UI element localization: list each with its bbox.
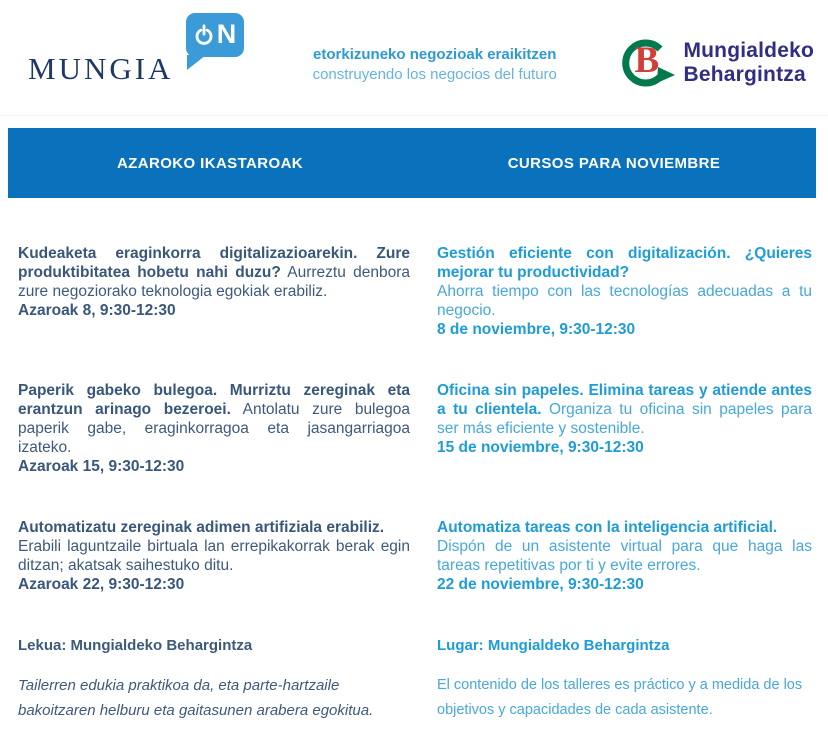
mungia-on-logo bbox=[28, 11, 278, 111]
on-bubble-letter: N bbox=[216, 19, 237, 49]
footer-location-basque: Lekua: Mungialdeko Behargintza bbox=[18, 637, 253, 654]
power-icon bbox=[194, 24, 214, 46]
course-eu-1-desc: Aurreztu denbora zure negoziorako teknologia egokiak erabiliz. bbox=[18, 264, 410, 300]
tagline-spanish: construyendo los negocios del futuro bbox=[312, 65, 557, 83]
course-es-3 bbox=[437, 518, 812, 594]
course-eu-3-body: Erabili laguntzaile birtuala lan errepikakorrak berak egin ditzan; akatsak saihestuko ditu. bbox=[18, 538, 410, 574]
course-es-1-text bbox=[437, 244, 812, 282]
header bbox=[0, 0, 828, 116]
course-es-3-date: 22 de noviembre, 9:30-12:30 bbox=[437, 576, 644, 593]
behargintza-name bbox=[683, 39, 814, 87]
footer-spanish bbox=[437, 636, 812, 723]
footer-location-spanish: Lugar: Mungialdeko Behargintza bbox=[437, 637, 670, 654]
course-es-1-title: Gestión eficiente con digitalización. ¿Quieres mejorar tu productividad? bbox=[437, 245, 812, 281]
behargintza-name-line1: Mungialdeko bbox=[683, 38, 814, 62]
banner-title-basque: AZAROKO IKASTAROAK bbox=[116, 154, 304, 172]
course-es-3-title: Automatiza tareas con la inteligencia artificial. bbox=[437, 519, 778, 536]
course-eu-3-text bbox=[18, 518, 410, 537]
course-eu-2-date: Azaroak 15, 9:30-12:30 bbox=[18, 458, 185, 475]
footer-note-basque: Tailerren edukia praktikoa da, eta parte-hartzaile bakoitzaren helburu eta gaitasunen arabera egokitua. bbox=[18, 677, 374, 719]
course-es-1-date: 8 de noviembre, 9:30-12:30 bbox=[437, 321, 636, 338]
course-eu-3 bbox=[18, 518, 410, 594]
course-es-2-date: 15 de noviembre, 9:30-12:30 bbox=[437, 439, 644, 456]
behargintza-name-line2: Behargintza bbox=[683, 62, 806, 86]
course-eu-1-date: Azaroak 8, 9:30-12:30 bbox=[18, 302, 176, 319]
course-es-2-title: Oficina sin papeles. Elimina tareas y atiende antes a tu clientela. bbox=[437, 382, 812, 418]
mungia-wordmark: mungia bbox=[28, 39, 174, 89]
on-speech-bubble bbox=[186, 13, 244, 57]
course-eu-3-title: Automatizatu zereginak adimen artifiziala erabiliz. bbox=[18, 519, 385, 536]
courses-grid bbox=[0, 198, 828, 723]
course-es-3-body: Dispón de un asistente virtual para que haga las tareas repetitivas por ti y evite errores. bbox=[437, 538, 812, 574]
behargintza-arrow-mark bbox=[617, 34, 675, 92]
course-es-2 bbox=[437, 381, 812, 476]
course-es-2-desc: Organiza tu oficina sin papeles para ser más eficiente y sostenible. bbox=[437, 401, 812, 437]
course-es-2-text bbox=[437, 381, 812, 438]
course-eu-1-title: Kudeaketa eraginkorra digitalizazioarekin. Zure produktibitatea hobetu nahi duzu? bbox=[18, 245, 410, 281]
course-eu-2-desc: Antolatu zure bulegoa paperik gabe, eraginkorragoa eta jasangarriagoa izateko. bbox=[18, 401, 410, 456]
footer-note-spanish: El contenido de los talleres es práctico y a medida de los objetivos y capacidades de cada asistente. bbox=[437, 677, 803, 718]
tagline-basque: etorkizuneko negozioak eraikitzen bbox=[313, 45, 557, 63]
behargintza-logo bbox=[617, 34, 814, 92]
banner-title-spanish: CURSOS PARA NOVIEMBRE bbox=[507, 154, 721, 172]
tagline bbox=[278, 45, 617, 85]
behargintza-monogram: B bbox=[634, 39, 660, 81]
course-es-1-body: Ahorra tiempo con las tecnologías adecuadas a tu negocio. bbox=[437, 283, 812, 319]
course-es-3-text bbox=[437, 518, 812, 537]
course-es-1 bbox=[437, 244, 812, 339]
course-eu-1-text bbox=[18, 244, 410, 301]
footer-basque bbox=[18, 636, 410, 723]
course-eu-1 bbox=[18, 244, 410, 339]
course-eu-2-text bbox=[18, 381, 410, 457]
course-eu-3-date: Azaroak 22, 9:30-12:30 bbox=[18, 576, 185, 593]
course-eu-2 bbox=[18, 381, 410, 476]
section-banner bbox=[8, 128, 816, 198]
course-eu-2-title: Paperik gabeko bulegoa. Murriztu zereginak eta erantzun arinago bezeroei. bbox=[18, 382, 410, 418]
